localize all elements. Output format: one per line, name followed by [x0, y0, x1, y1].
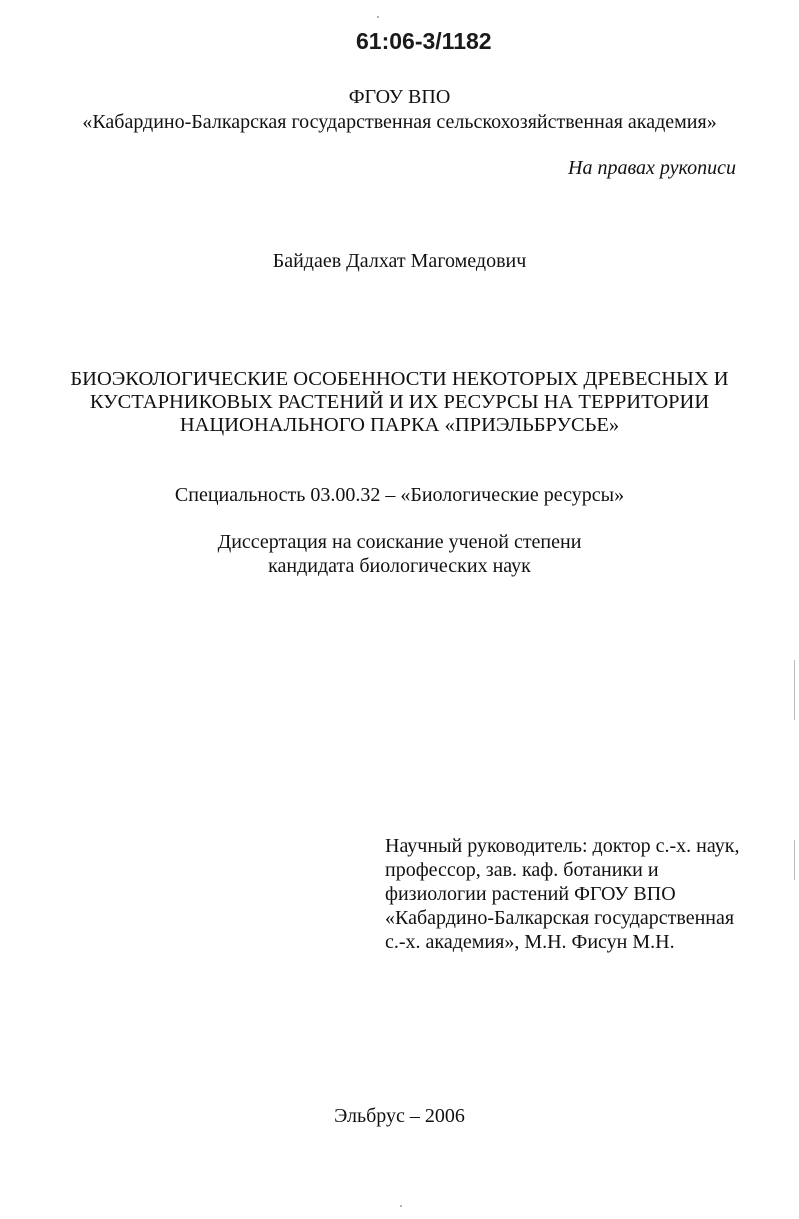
scan-edge-mark	[794, 660, 795, 720]
manuscript-rights-note: На правах рукописи	[568, 157, 736, 179]
supervisor-line: физиологии растений ФГОУ ВПО	[385, 883, 676, 905]
degree-line: кандидата биологических наук	[268, 555, 531, 577]
supervisor-line: Научный руководитель: доктор с.-х. наук,	[385, 835, 740, 857]
organization-full-name: «Кабардино-Балкарская государственная сельскохозяйственная академия»	[82, 111, 717, 133]
title-line: КУСТАРНИКОВЫХ РАСТЕНИЙ И ИХ РЕСУРСЫ НА ТЕРРИТОРИИ	[89, 391, 710, 413]
archive-stamp: 61:06-3/1182	[356, 28, 492, 54]
scientific-supervisor	[385, 834, 739, 954]
degree-statement	[0, 530, 799, 578]
specialty-line: Специальность 03.00.32 – «Биологические ресурсы»	[174, 484, 625, 506]
organization-short-name: ФГОУ ВПО	[348, 86, 451, 108]
dissertation-title	[0, 368, 799, 437]
supervisor-line: профессор, зав. каф. ботаники и	[385, 859, 659, 881]
title-line: НАЦИОНАЛЬНОГО ПАРКА «ПРИЭЛЬБРУСЬЕ»	[179, 414, 620, 436]
supervisor-line: «Кабардино-Балкарская государственная	[385, 907, 735, 929]
author-name: Байдаев Далхат Магомедович	[272, 250, 527, 272]
scan-dot	[400, 1205, 402, 1207]
place-and-year: Эльбрус – 2006	[334, 1105, 465, 1127]
scan-edge-mark	[794, 840, 795, 880]
scan-dot	[377, 16, 379, 18]
degree-line: Диссертация на соискание ученой степени	[217, 531, 582, 553]
supervisor-line: с.-х. академия», М.Н. Фисун М.Н.	[385, 931, 675, 953]
title-line: БИОЭКОЛОГИЧЕСКИЕ ОСОБЕННОСТИ НЕКОТОРЫХ ДРЕВЕСНЫХ И	[70, 368, 729, 390]
